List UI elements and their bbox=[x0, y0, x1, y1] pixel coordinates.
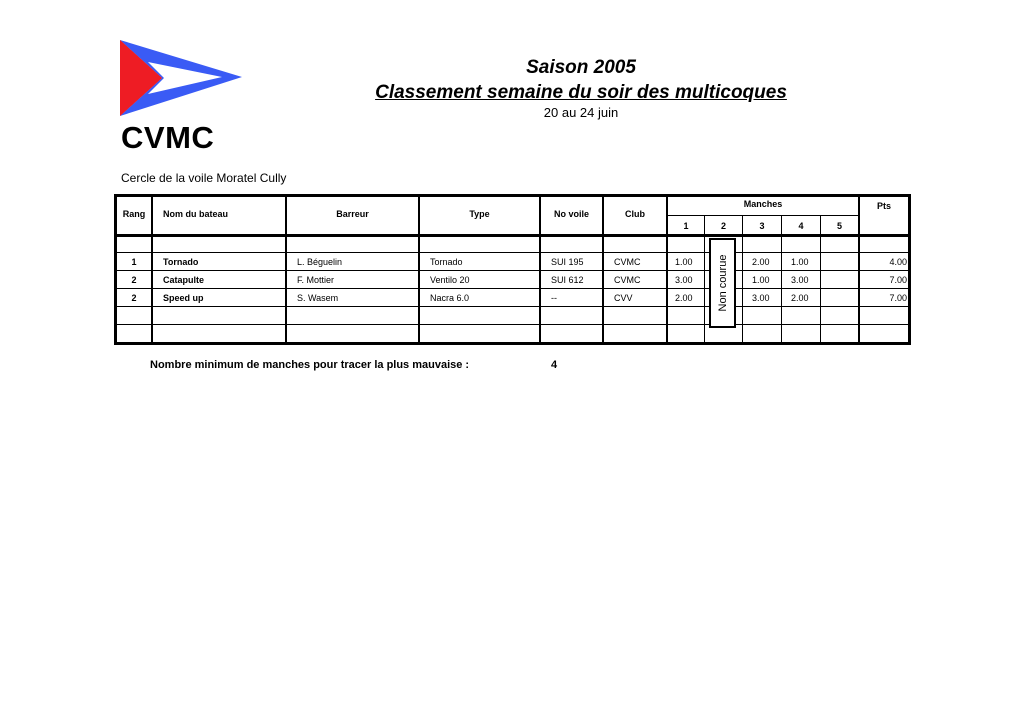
row2-m1: 3.00 bbox=[675, 275, 693, 285]
row2-voile: SUI 612 bbox=[551, 275, 584, 285]
row3-m1: 2.00 bbox=[675, 293, 693, 303]
header-nom-bateau: Nom du bateau bbox=[163, 209, 229, 219]
row3-club: CVV bbox=[614, 293, 633, 303]
header-type: Type bbox=[469, 209, 490, 219]
row1-type: Tornado bbox=[430, 257, 463, 267]
row1-pts: 4.00 bbox=[889, 257, 907, 267]
header-no-voile: No voile bbox=[553, 209, 589, 219]
cvmc-logo-text: CVMC bbox=[121, 120, 215, 155]
header-rang: Rang bbox=[122, 209, 146, 219]
row1-m1: 1.00 bbox=[675, 257, 693, 267]
date-range: 20 au 24 juin bbox=[543, 105, 619, 120]
cvmc-logo-flag-icon bbox=[118, 38, 246, 118]
non-courue-box bbox=[709, 238, 736, 328]
row1-barreur: L. Béguelin bbox=[297, 257, 343, 267]
header-manche-2: 2 bbox=[720, 221, 726, 231]
row2-m3: 1.00 bbox=[752, 275, 770, 285]
non-courue-label: Non courue bbox=[716, 254, 729, 312]
row1-club: CVMC bbox=[614, 257, 641, 267]
row1-bateau: Tornado bbox=[163, 257, 199, 267]
season-title: Saison 2005 bbox=[526, 57, 636, 78]
row1-m3: 2.00 bbox=[752, 257, 770, 267]
row3-voile: -- bbox=[551, 293, 557, 303]
row2-barreur: F. Mottier bbox=[297, 275, 335, 285]
club-full-name: Cercle de la voile Moratel Cully bbox=[121, 171, 287, 185]
header-manche-4: 4 bbox=[798, 221, 804, 231]
row2-rang: 2 bbox=[131, 275, 137, 285]
row2-type: Ventilo 20 bbox=[430, 275, 470, 285]
row1-m4: 1.00 bbox=[791, 257, 809, 267]
ranking-title: Classement semaine du soir des multicoques bbox=[375, 82, 787, 103]
row3-m3: 3.00 bbox=[752, 293, 770, 303]
row3-barreur: S. Wasem bbox=[297, 293, 339, 303]
row2-m4: 3.00 bbox=[791, 275, 809, 285]
row2-bateau: Catapulte bbox=[163, 275, 205, 285]
header-manches: Manches bbox=[743, 199, 783, 209]
header-club: Club bbox=[625, 209, 645, 219]
row2-club: CVMC bbox=[614, 275, 641, 285]
row1-voile: SUI 195 bbox=[551, 257, 584, 267]
header-barreur: Barreur bbox=[336, 209, 369, 219]
header-manche-5: 5 bbox=[836, 221, 842, 231]
row3-bateau: Speed up bbox=[163, 293, 204, 303]
row3-pts: 7.00 bbox=[889, 293, 907, 303]
row2-pts: 7.00 bbox=[889, 275, 907, 285]
min-manches-value: 4 bbox=[551, 359, 558, 371]
row3-m4: 2.00 bbox=[791, 293, 809, 303]
row3-rang: 2 bbox=[131, 293, 137, 303]
header-pts: Pts bbox=[876, 201, 891, 211]
header-manche-3: 3 bbox=[759, 221, 765, 231]
row3-type: Nacra 6.0 bbox=[430, 293, 470, 303]
min-manches-label: Nombre minimum de manches pour tracer la plus mauvaise : bbox=[150, 359, 470, 371]
results-table bbox=[114, 194, 911, 345]
row1-rang: 1 bbox=[131, 257, 137, 267]
header-manche-1: 1 bbox=[683, 221, 689, 231]
